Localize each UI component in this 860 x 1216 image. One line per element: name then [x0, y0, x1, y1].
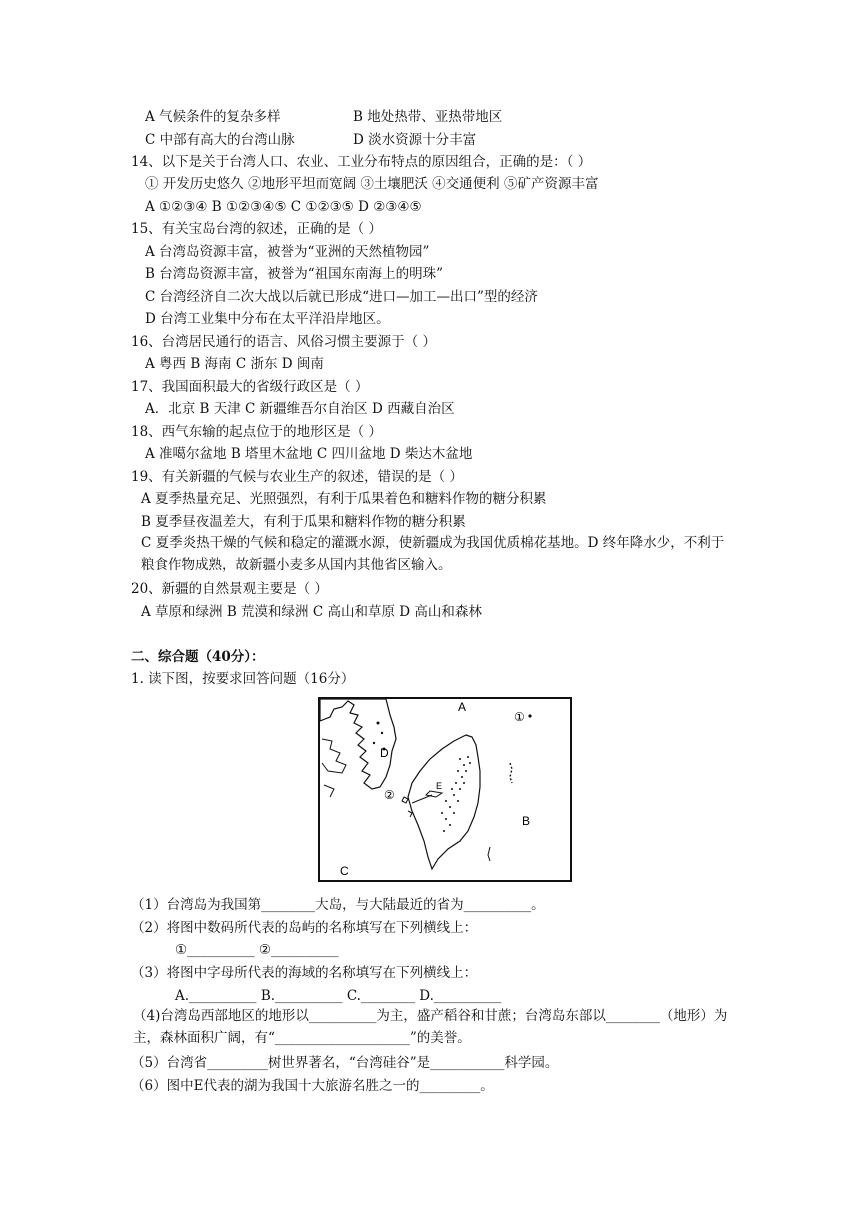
- answer-2: （2）将图中数码所代表的岛屿的名称填写在下列横线上：: [131, 920, 478, 936]
- map-label-e: E: [436, 781, 443, 791]
- q13-option-c: C 中部有高大的台湾山脉: [145, 132, 295, 148]
- taiwan-island: [408, 735, 480, 869]
- answer-4: （4)台湾岛西部地区的地形以__________为主，盛产稻谷和甘蔗；台湾岛东部以________（地形）为主，森林面积广阔，有“____________________”的美誉。: [133, 1008, 728, 1046]
- map-label-2: ②: [384, 788, 395, 802]
- q17-stem: 17、我国面积最大的省级行政区是（ ）: [131, 379, 369, 395]
- q19-option-cd: C 夏季炎热干燥的气候和稳定的灌溉水源，使新疆成为我国优质棉花基地。D 终年降水少，不利于粮食作物成熟，故新疆小麦多从国内其他省区输入。: [141, 535, 725, 573]
- map-label-d: D: [380, 746, 389, 760]
- q15-option-a: A 台湾岛资源丰富，被誉为“亚洲的天然植物园”: [145, 244, 430, 260]
- q15-stem: 15、有关宝岛台湾的叙述，正确的是（ ）: [131, 221, 382, 237]
- answer-1: （1）台湾岛为我国第________大岛，与大陆最近的省为__________。: [131, 897, 545, 913]
- q19-stem: 19、有关新疆的气候与农业生产的叙述，错误的是（ ）: [131, 469, 463, 485]
- q13-option-d: D 淡水资源十分丰富: [353, 132, 477, 148]
- map-label-1: ①: [514, 710, 525, 724]
- taiwan-map: [318, 697, 572, 882]
- q15-option-c: C 台湾经济自二次大战以后就已形成“进口—加工—出口”型的经济: [145, 289, 538, 305]
- q14-options: A ①②③④ B ①②③④⑤ C ①②③⑤ D ②③④⑤: [145, 199, 422, 215]
- q17-options: A．北京 B 天津 C 新疆维吾尔自治区 D 西藏自治区: [145, 401, 455, 417]
- q18-stem: 18、西气东输的起点位于的地形区是（ ）: [131, 424, 382, 440]
- q15-option-b: B 台湾岛资源丰富，被誉为“祖国东南海上的明珠”: [145, 266, 444, 282]
- q16-options: A 粤西 B 海南 C 浙东 D 闽南: [145, 356, 324, 372]
- section-title: 二、综合题（40分）：: [131, 649, 265, 665]
- answer-6: （6）图中E代表的湖为我国十大旅游名胜之一的_________。: [131, 1078, 494, 1094]
- map-label-a: A: [458, 700, 467, 714]
- answer-2-blanks: ①__________ ②__________: [175, 942, 339, 958]
- q19-option-a: A 夏季热量充足、光照强烈，有利于瓜果着色和糖料作物的糖分积累: [141, 491, 547, 507]
- q20-stem: 20、新疆的自然景观主要是（ ）: [131, 581, 328, 597]
- q19-option-b: B 夏季昼夜温差大，有利于瓜果和糖料作物的糖分积累: [141, 514, 466, 530]
- answer-3: （3）将图中字母所代表的海域的名称填写在下列横线上：: [131, 965, 478, 981]
- answer-3-blanks: A.__________ B.__________ C.________ D.__________: [175, 988, 502, 1004]
- q14-factors: ① 开发历史悠久 ②地形平坦而宽阔 ③土壤肥沃 ④交通便利 ⑤矿产资源丰富: [145, 176, 599, 192]
- q13-option-b: B 地处热带、亚热带地区: [353, 109, 503, 125]
- answer-5: （5）台湾省_________树世界著名，“台湾硅谷”是___________科学园。: [131, 1055, 559, 1071]
- q20-options: A 草原和绿洲 B 荒漠和绿洲 C 高山和草原 D 高山和森林: [141, 604, 482, 620]
- q15-option-d: D 台湾工业集中分布在太平洋沿岸地区。: [145, 311, 390, 327]
- map-label-b: B: [522, 814, 531, 828]
- q16-stem: 16、台湾居民通行的语言、风俗习惯主要源于（ ）: [131, 334, 436, 350]
- map-label-c: C: [340, 864, 349, 878]
- q14-stem: 14、以下是关于台湾人口、农业、工业分布特点的原因组合，正确的是：（ ）: [131, 154, 592, 170]
- q18-options: A 准噶尔盆地 B 塔里木盆地 C 四川盆地 D 柴达木盆地: [145, 446, 473, 462]
- q13-option-a: A 气候条件的复杂多样: [145, 109, 281, 125]
- comprehensive-q1-stem: 1. 读下图，按要求回答问题（16分）: [131, 671, 355, 687]
